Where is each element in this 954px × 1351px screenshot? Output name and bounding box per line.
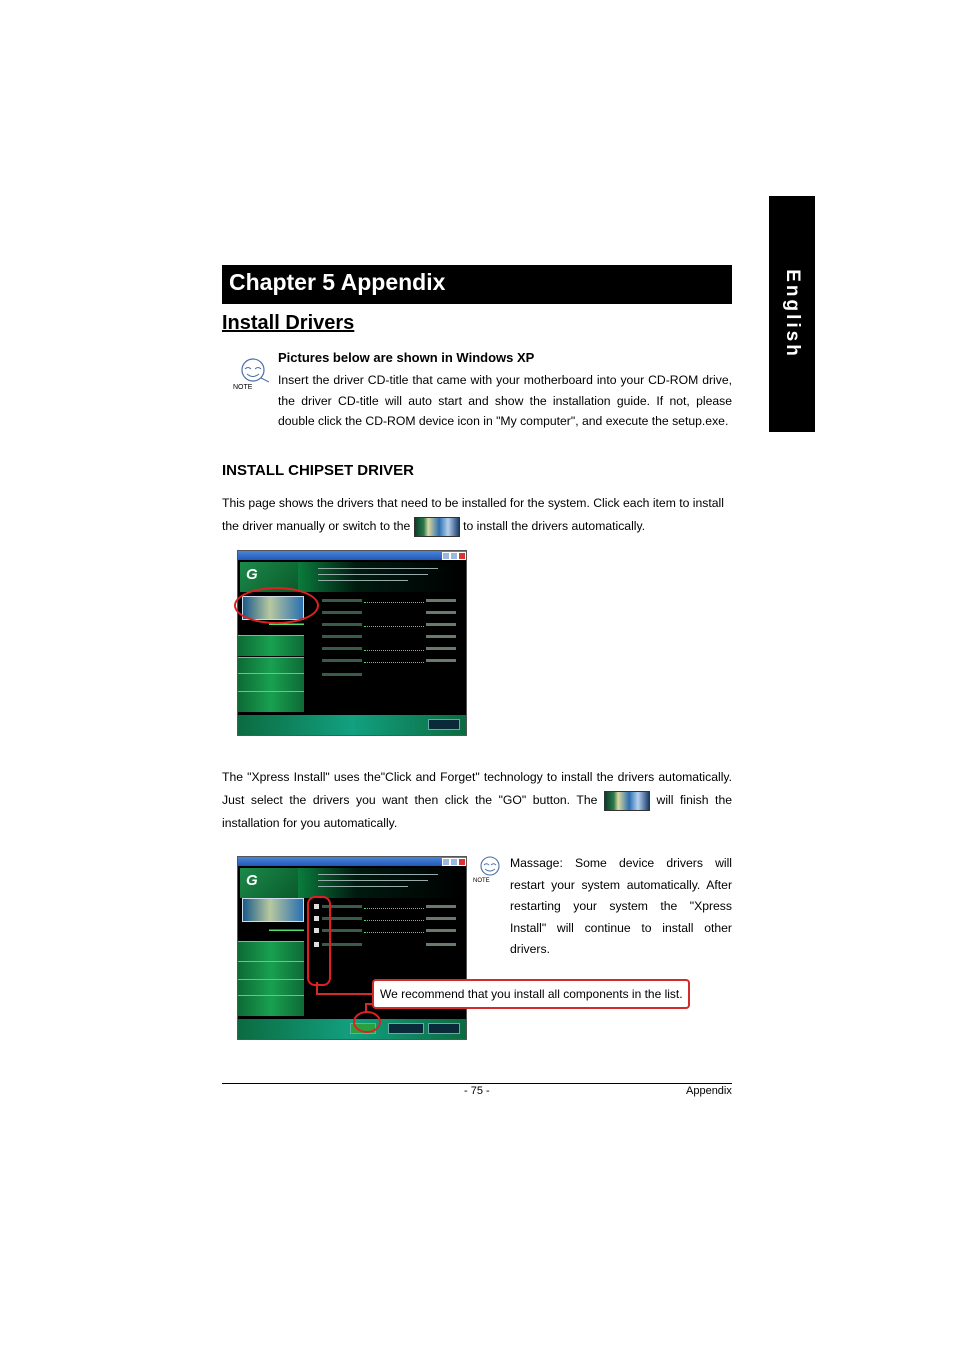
chapter-header [222,265,732,304]
xpress-install-tile [242,898,304,922]
paragraph-2-before: The "Xpress Install" uses the"Click and Forget" technology to install the drivers automatically. Just select the drivers you want then click the "GO" button. The [222,770,732,807]
driver-row-status [426,659,456,662]
window-titlebar [238,551,466,560]
note-icon [231,356,273,392]
recommendation-callout: We recommend that you install all components in the list. [372,979,690,1009]
sidebar-button-1 [238,941,304,962]
footer-section: Appendix [686,1085,732,1097]
callout-connector [316,993,374,995]
go-button-highlight [353,1011,381,1033]
note-heading: Pictures below are shown in Windows XP [278,350,535,365]
driver-row-status [426,943,456,946]
note-icon-label: NOTE [233,384,253,391]
driver-row-label [322,635,362,638]
driver-row-label [322,659,362,662]
driver-row-status [426,623,456,626]
paragraph-1-after: to install the drivers automatically. [463,519,646,533]
note-text: Insert the driver CD-title that came with your motherboard into your CD-ROM drive, the driver CD-title will auto start and show the installation guide. If not, please double click the CD-ROM device icon in "My computer", and execute the setup.exe. [278,373,732,428]
driver-row-status [426,599,456,602]
driver-row-label [322,673,362,676]
chapter-title: Chapter 5 Appendix [229,269,446,295]
chipset-drivers-label: ▬▬▬▬▬▬▬ [269,621,304,627]
window-bottom-bar [238,1019,466,1039]
sidebar-button-4 [238,995,304,1016]
window-titlebar [238,857,466,866]
language-side-tab [769,196,815,432]
screenshot-chipset-drivers [237,550,467,736]
checkbox-highlight [307,896,331,986]
exit-button [428,1023,460,1034]
paragraph-1 [222,492,732,538]
driver-row-status [426,917,456,920]
paragraph-1-before: This page shows the drivers that need to be installed for the system. Click each item to install the driver manually or switch to the [222,496,724,533]
footer-rule [222,1083,732,1084]
section-title: Install Drivers [222,312,355,334]
header-strip [298,868,464,898]
screenshot-xpress-install [237,856,467,1040]
driver-row-label [322,599,362,602]
paragraph-2 [222,766,732,835]
window-bottom-bar [238,715,466,735]
xpress-install-button-image [414,517,460,537]
driver-row-label [322,611,362,614]
driver-row-status [426,611,456,614]
sidebar-button-4 [238,691,304,712]
exit-button [428,719,460,730]
gigabyte-logo: G [240,562,298,592]
subsection-title: INSTALL CHIPSET DRIVER [222,462,414,479]
header-strip [298,562,464,592]
message-note-icon [472,855,506,885]
driver-row-label [322,647,362,650]
message-text: Massage: Some device drivers will restart your system automatically. After restarting your system the "Xpress Install" will continue to install other drivers. [510,856,732,956]
driver-row-status [426,647,456,650]
driver-row-status [426,905,456,908]
driver-row-status [426,929,456,932]
chipset-drivers-label: ▬▬▬▬▬▬▬ [269,927,304,933]
paragraph-2-after: will finish the installation for you automatically. [222,793,733,830]
driver-row-label [322,623,362,626]
xpress-highlight-circle [234,587,319,624]
page-number: - 75 - [464,1085,490,1097]
message-icon-label: NOTE [473,878,490,884]
gigabyte-logo: G [240,868,298,898]
sidebar-button-1 [238,635,304,656]
side-tab-label: English [782,269,803,359]
driver-row-status [426,635,456,638]
xpress-install-button-image [604,791,650,811]
return-button [388,1023,424,1034]
